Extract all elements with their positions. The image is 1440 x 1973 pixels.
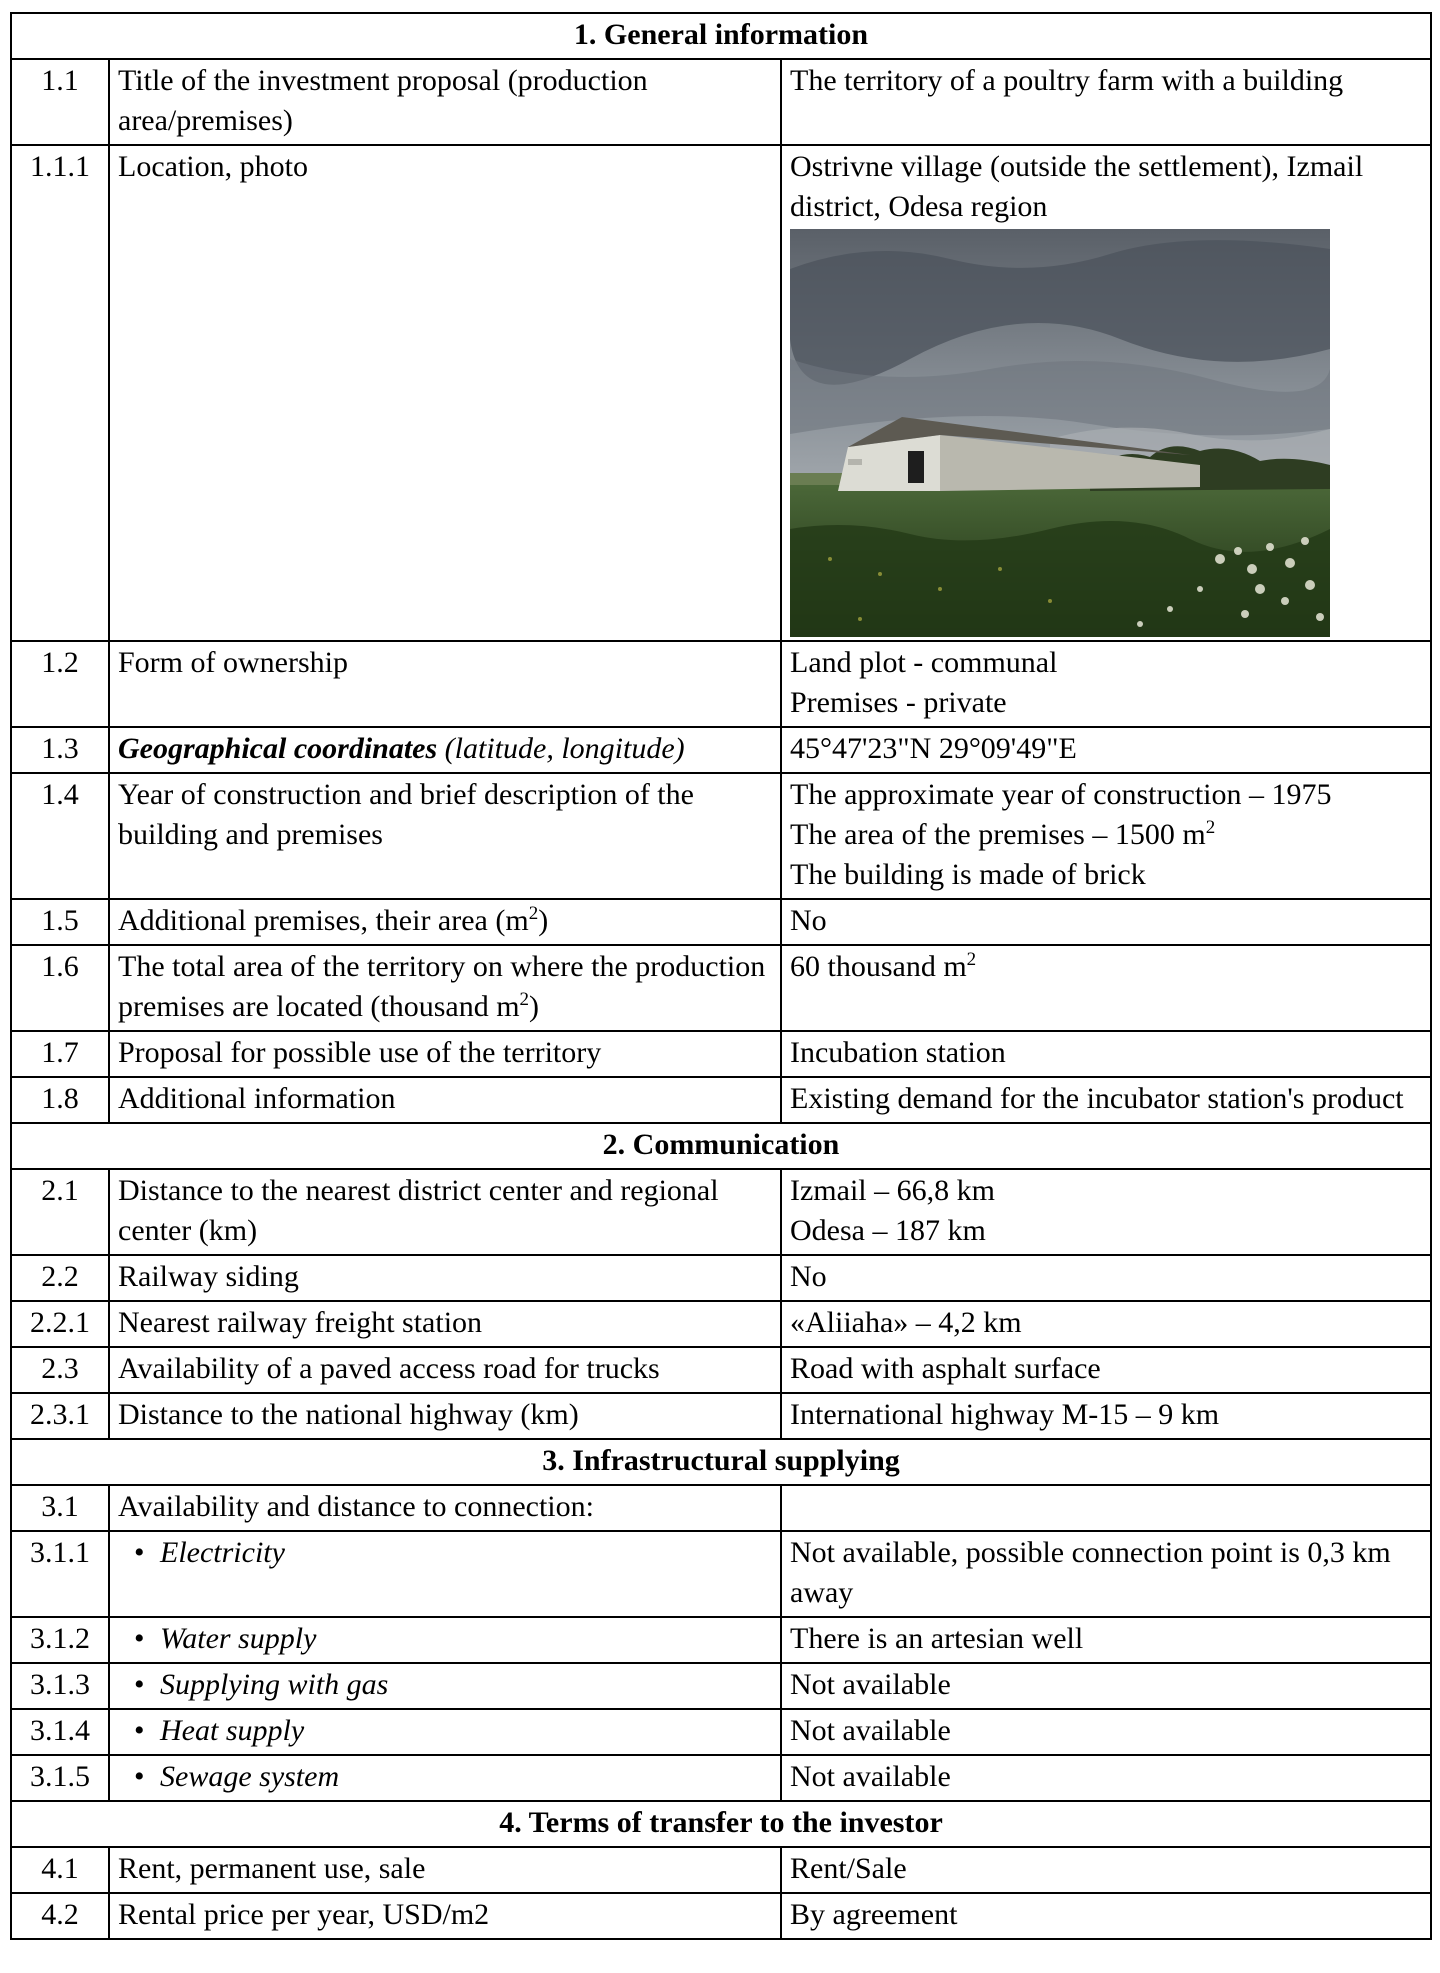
bullet-icon: • [134,1536,145,1569]
table-row [11,899,1431,945]
table-row [11,1169,1431,1255]
row-value [781,1485,1431,1531]
row-label [109,727,781,773]
label-text: The total area of the territory on where the production premises are located (thousand m [118,950,766,1023]
superscript: 2 [1205,817,1216,838]
row-label: Proposal for possible use of the territory [109,1031,781,1077]
row-value: International highway M-15 – 9 km [781,1393,1431,1439]
section-header-row [11,1123,1431,1169]
table-row [11,727,1431,773]
superscript: 2 [519,989,530,1010]
label-text: Sewage system [160,1760,340,1793]
row-value: No [781,1255,1431,1301]
row-value [781,1169,1431,1255]
row-value: The territory of a poultry farm with a building [781,59,1431,145]
row-label [109,1617,781,1663]
label-text: Supplying with gas [160,1668,389,1701]
row-label [109,1663,781,1709]
table-row [11,1617,1431,1663]
row-label: Rent, permanent use, sale [109,1847,781,1893]
row-value: Not available [781,1755,1431,1801]
investment-proposal-table [10,12,1432,1940]
row-number: 3.1.4 [11,1709,109,1755]
table-row [11,59,1431,145]
row-value [781,641,1431,727]
row-number: 3.1.5 [11,1755,109,1801]
table-row [11,1755,1431,1801]
row-label: Rental price per year, USD/m2 [109,1893,781,1939]
row-value: Not available [781,1709,1431,1755]
row-number: 1.8 [11,1077,109,1123]
row-label [109,1755,781,1801]
label-text: Heat supply [160,1714,305,1747]
value-text: 60 thousand m [790,950,967,983]
bullet-icon: • [134,1760,145,1793]
table-row [11,1347,1431,1393]
row-value: By agreement [781,1893,1431,1939]
row-value: «Aliiaha» – 4,2 km [781,1301,1431,1347]
superscript: 2 [528,903,539,924]
row-value: Rent/Sale [781,1847,1431,1893]
row-label: Railway siding [109,1255,781,1301]
row-value: Incubation station [781,1031,1431,1077]
bullet-icon: • [134,1668,145,1701]
row-number: 2.3.1 [11,1393,109,1439]
row-label: Nearest railway freight station [109,1301,781,1347]
section-header-row [11,13,1431,59]
row-number: 1.4 [11,773,109,899]
row-label: Location, photo [109,145,781,641]
value-line: The approximate year of construction – 1975 [790,778,1332,811]
label-text: Water supply [160,1622,317,1655]
row-label: Availability and distance to connection: [109,1485,781,1531]
table-row [11,1847,1431,1893]
bullet-icon: • [134,1622,145,1655]
row-label [109,945,781,1031]
row-number: 3.1.3 [11,1663,109,1709]
row-number: 1.2 [11,641,109,727]
section-title-general: 1. General information [11,13,1431,59]
row-number: 1.7 [11,1031,109,1077]
row-number: 2.2.1 [11,1301,109,1347]
value-line: The building is made of brick [790,858,1146,891]
table-row [11,1255,1431,1301]
value-line: Izmail – 66,8 km [790,1174,995,1207]
row-value [781,773,1431,899]
row-label: Year of construction and brief description of the building and premises [109,773,781,899]
label-note: (latitude, longitude) [437,732,685,765]
table-row [11,1031,1431,1077]
row-label: Title of the investment proposal (production area/premises) [109,59,781,145]
table-row [11,1393,1431,1439]
section-title-communication: 2. Communication [11,1123,1431,1169]
row-number: 1.3 [11,727,109,773]
table-row [11,1709,1431,1755]
superscript: 2 [966,949,977,970]
row-value: Existing demand for the incubator station's product [781,1077,1431,1123]
label-text: Additional premises, their area (m [118,904,529,937]
table-row [11,945,1431,1031]
row-number: 3.1.2 [11,1617,109,1663]
row-value [781,145,1431,641]
label-text: Electricity [160,1536,285,1569]
building-photo [790,229,1330,637]
section-title-terms: 4. Terms of transfer to the investor [11,1801,1431,1847]
row-number: 1.6 [11,945,109,1031]
row-value: 45°47'23"N 29°09'49"E [781,727,1431,773]
table-row [11,145,1431,641]
location-text: Ostrivne village (outside the settlement), Izmail district, Odesa region [790,150,1364,223]
row-number: 1.1.1 [11,145,109,641]
row-number: 3.1.1 [11,1531,109,1617]
row-number: 4.2 [11,1893,109,1939]
label-text-end: ) [538,904,549,937]
label-emphasis: Geographical coordinates [118,732,438,765]
table-row [11,1485,1431,1531]
row-label: Distance to the national highway (km) [109,1393,781,1439]
table-row [11,1893,1431,1939]
table-row [11,641,1431,727]
row-label: Form of ownership [109,641,781,727]
section-header-row [11,1439,1431,1485]
row-number: 2.3 [11,1347,109,1393]
row-value: Not available [781,1663,1431,1709]
row-number: 2.1 [11,1169,109,1255]
row-number: 4.1 [11,1847,109,1893]
table-row [11,1301,1431,1347]
table-row [11,1663,1431,1709]
row-value: There is an artesian well [781,1617,1431,1663]
value-line [790,815,1422,855]
row-value: Not available, possible connection point is 0,3 km away [781,1531,1431,1617]
row-number: 1.5 [11,899,109,945]
row-label [109,1531,781,1617]
label-text-end: ) [529,990,540,1023]
row-label: Distance to the nearest district center and regional center (km) [109,1169,781,1255]
value-line: Premises - private [790,686,1007,719]
row-label [109,899,781,945]
value-line: Odesa – 187 km [790,1214,986,1247]
row-value [781,945,1431,1031]
row-label [109,1709,781,1755]
value-text: The area of the premises – 1500 m [790,818,1206,851]
section-title-infrastructure: 3. Infrastructural supplying [11,1439,1431,1485]
row-label: Availability of a paved access road for trucks [109,1347,781,1393]
value-line: Land plot - communal [790,646,1058,679]
row-number: 1.1 [11,59,109,145]
row-label: Additional information [109,1077,781,1123]
bullet-icon: • [134,1714,145,1747]
row-value: No [781,899,1431,945]
table-row [11,1531,1431,1617]
table-row [11,773,1431,899]
row-value: Road with asphalt surface [781,1347,1431,1393]
row-number: 2.2 [11,1255,109,1301]
section-header-row [11,1801,1431,1847]
table-row [11,1077,1431,1123]
row-number: 3.1 [11,1485,109,1531]
